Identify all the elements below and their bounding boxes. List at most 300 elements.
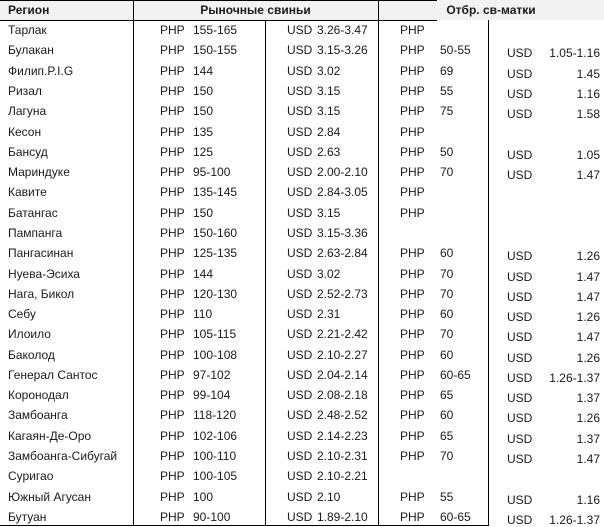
market-pigs-php-cell xyxy=(133,345,265,365)
sow-php-cell xyxy=(378,486,488,506)
table-row xyxy=(0,20,604,40)
sow-usd-value: 1.58 xyxy=(576,107,600,122)
sow-usd-cell xyxy=(488,368,604,388)
market-pigs-php-cell xyxy=(133,365,265,385)
market-pigs-usd-cell xyxy=(265,263,378,283)
table-body xyxy=(0,20,604,527)
usd-currency-label: USD xyxy=(507,370,533,385)
table-row xyxy=(0,466,604,486)
market-pigs-usd-cell xyxy=(265,507,378,527)
market-pigs-php-cell xyxy=(133,223,265,243)
sow-php-cell xyxy=(378,81,488,101)
sow-usd-value: 1.26 xyxy=(576,411,600,426)
region-name: Филип.P.I.G xyxy=(8,63,74,78)
sow-usd-value: 1.37 xyxy=(576,391,600,406)
market-pigs-php-value: 150 xyxy=(193,104,214,119)
sow-php-cell xyxy=(378,243,488,263)
market-pigs-php-value: 100-108 xyxy=(193,347,238,362)
sow-php-cell xyxy=(378,345,488,365)
sow-php-value: 70 xyxy=(440,165,454,180)
usd-currency-label: USD xyxy=(287,449,313,464)
column-divider-market-php-usd xyxy=(265,20,266,526)
market-pigs-usd-value: 2.21-2.42 xyxy=(317,327,368,342)
region-name: Батангас xyxy=(8,205,58,220)
usd-currency-label: USD xyxy=(507,147,533,162)
market-pigs-php-value: 110 xyxy=(193,307,213,322)
market-pigs-php-value: 102-106 xyxy=(193,428,238,443)
market-pigs-php-value: 118-120 xyxy=(193,408,237,423)
sow-php-cell xyxy=(378,284,488,304)
php-currency-label: PHP xyxy=(160,205,185,220)
sow-php-value: 70 xyxy=(440,266,454,281)
region-name: Замбоанга xyxy=(8,408,68,423)
sow-usd-value: 1.47 xyxy=(576,330,600,345)
region-name: Генерал Сантос xyxy=(8,367,98,382)
market-pigs-php-cell xyxy=(133,507,265,527)
market-pigs-usd-cell xyxy=(265,182,378,202)
php-currency-label: PHP xyxy=(400,307,425,322)
table-row xyxy=(0,162,604,182)
usd-currency-label: USD xyxy=(287,509,313,524)
market-pigs-usd-value: 2.04-2.14 xyxy=(317,367,368,382)
table-row xyxy=(0,142,604,162)
usd-currency-label: USD xyxy=(507,391,533,406)
sow-php-value: 55 xyxy=(440,83,454,98)
market-pigs-usd-cell xyxy=(265,223,378,243)
sow-php-value: 50-55 xyxy=(440,43,471,58)
sow-php-cell xyxy=(378,466,488,486)
sow-usd-cell xyxy=(488,489,604,509)
usd-currency-label: USD xyxy=(287,307,313,322)
table-row xyxy=(0,345,604,365)
table-row xyxy=(0,385,604,405)
market-pigs-usd-value: 2.10-2.27 xyxy=(317,347,368,362)
region-name: Баколод xyxy=(8,347,55,362)
market-pigs-usd-value: 2.84-3.05 xyxy=(317,185,368,200)
market-pigs-usd-cell xyxy=(265,61,378,81)
sow-php-cell xyxy=(378,365,488,385)
sow-php-value: 70 xyxy=(440,286,454,301)
sow-php-cell xyxy=(378,304,488,324)
market-pigs-php-cell xyxy=(133,405,265,425)
sow-usd-cell xyxy=(488,145,604,165)
market-pigs-php-value: 97-102 xyxy=(193,367,231,382)
table-row xyxy=(0,223,604,243)
market-pigs-php-cell xyxy=(133,426,265,446)
market-pigs-php-value: 125 xyxy=(193,144,214,159)
market-pigs-php-value: 155-165 xyxy=(193,23,238,38)
usd-currency-label: USD xyxy=(287,246,313,261)
php-currency-label: PHP xyxy=(160,408,185,423)
sow-php-cell xyxy=(378,223,488,243)
market-pigs-php-cell xyxy=(133,304,265,324)
php-currency-label: PHP xyxy=(400,185,425,200)
market-pigs-php-value: 150 xyxy=(193,205,214,220)
usd-currency-label: USD xyxy=(287,408,313,423)
usd-currency-label: USD xyxy=(507,512,533,527)
php-currency-label: PHP xyxy=(160,367,185,382)
market-pigs-usd-cell xyxy=(265,426,378,446)
market-pigs-usd-value: 2.10-2.21 xyxy=(317,469,368,484)
sow-php-value: 70 xyxy=(440,449,454,464)
sow-usd-cell xyxy=(488,43,604,63)
sow-php-value: 70 xyxy=(440,327,454,342)
sow-php-cell xyxy=(378,142,488,162)
php-currency-label: PHP xyxy=(160,449,185,464)
sow-php-cell xyxy=(378,203,488,223)
usd-currency-label: USD xyxy=(287,286,313,301)
market-pigs-php-value: 105-115 xyxy=(193,327,237,342)
region-name: Замбоанга-Сибугай xyxy=(8,449,118,464)
market-pigs-php-value: 95-100 xyxy=(193,165,231,180)
php-currency-label: PHP xyxy=(160,225,185,240)
market-pigs-php-value: 150-155 xyxy=(193,43,238,58)
php-currency-label: PHP xyxy=(400,165,425,180)
market-pigs-usd-value: 3.15-3.36 xyxy=(317,225,368,240)
usd-currency-label: USD xyxy=(287,347,313,362)
market-pigs-usd-value: 3.02 xyxy=(317,266,341,281)
region-name: Тарлак xyxy=(8,23,47,38)
market-pigs-php-value: 144 xyxy=(193,63,214,78)
php-currency-label: PHP xyxy=(160,347,185,362)
php-currency-label: PHP xyxy=(160,307,185,322)
usd-currency-label: USD xyxy=(287,43,313,58)
php-currency-label: PHP xyxy=(160,246,185,261)
table-row xyxy=(0,182,604,202)
table-bottom-border xyxy=(0,525,488,526)
usd-currency-label: USD xyxy=(507,310,533,325)
market-pigs-php-cell xyxy=(133,20,265,40)
table-row xyxy=(0,40,604,60)
php-currency-label: PHP xyxy=(160,165,185,180)
column-divider-sow-php-usd xyxy=(488,20,489,526)
market-pigs-php-cell xyxy=(133,486,265,506)
sow-usd-cell xyxy=(488,104,604,124)
region-name: Кагаян-Де-Оро xyxy=(8,428,92,443)
market-pigs-php-cell xyxy=(133,121,265,141)
usd-currency-label: USD xyxy=(507,168,533,183)
sow-usd-cell xyxy=(488,510,604,527)
php-currency-label: PHP xyxy=(400,286,425,301)
market-pigs-usd-cell xyxy=(265,142,378,162)
usd-currency-label: USD xyxy=(287,367,313,382)
market-pigs-php-value: 100 xyxy=(193,489,214,504)
sow-php-value: 60 xyxy=(440,307,454,322)
sow-usd-cell xyxy=(488,246,604,266)
php-currency-label: PHP xyxy=(160,83,185,98)
market-pigs-usd-cell xyxy=(265,203,378,223)
market-pigs-php-cell xyxy=(133,324,265,344)
sow-usd-value: 1.26-1.37 xyxy=(549,370,600,385)
sow-php-cell xyxy=(378,40,488,60)
region-name: Себу xyxy=(8,307,36,322)
column-divider-market-sows xyxy=(378,0,379,526)
usd-currency-label: USD xyxy=(507,330,533,345)
usd-currency-label: USD xyxy=(287,104,313,119)
region-name: Пампанга xyxy=(8,225,63,240)
market-pigs-usd-value: 2.10 xyxy=(317,489,341,504)
market-pigs-usd-cell xyxy=(265,446,378,466)
market-pigs-php-cell xyxy=(133,40,265,60)
sow-usd-cell xyxy=(488,388,604,408)
usd-currency-label: USD xyxy=(507,411,533,426)
market-pigs-usd-value: 2.10-2.31 xyxy=(317,449,368,464)
sow-usd-cell xyxy=(488,327,604,347)
sow-usd-cell xyxy=(488,469,604,489)
market-pigs-usd-value: 3.15 xyxy=(317,205,341,220)
market-pigs-php-cell xyxy=(133,142,265,162)
php-currency-label: PHP xyxy=(160,63,185,78)
usd-currency-label: USD xyxy=(287,327,313,342)
market-pigs-php-cell xyxy=(133,466,265,486)
usd-currency-label: USD xyxy=(287,144,313,159)
sow-usd-cell xyxy=(488,307,604,327)
region-name: Кавите xyxy=(8,185,47,200)
sow-php-cell xyxy=(378,61,488,81)
sow-php-cell xyxy=(378,20,488,40)
market-pigs-php-cell xyxy=(133,263,265,283)
usd-currency-label: USD xyxy=(287,428,313,443)
php-currency-label: PHP xyxy=(400,266,425,281)
market-pigs-php-cell xyxy=(133,284,265,304)
sow-php-cell xyxy=(378,121,488,141)
php-currency-label: PHP xyxy=(400,63,425,78)
sow-php-cell xyxy=(378,162,488,182)
sow-usd-cell xyxy=(488,449,604,469)
market-pigs-usd-value: 3.26-3.47 xyxy=(317,23,368,38)
header-market-pigs: Рыночные свиньи xyxy=(200,3,311,17)
region-name: Пангасинан xyxy=(8,246,74,261)
market-pigs-usd-value: 2.63-2.84 xyxy=(317,246,368,261)
sow-php-value: 60 xyxy=(440,347,454,362)
header-bottom-border xyxy=(0,20,437,21)
usd-currency-label: USD xyxy=(287,83,313,98)
sow-usd-cell xyxy=(488,266,604,286)
table-row xyxy=(0,81,604,101)
market-pigs-php-cell xyxy=(133,385,265,405)
table-row xyxy=(0,446,604,466)
php-currency-label: PHP xyxy=(160,124,185,139)
usd-currency-label: USD xyxy=(287,225,313,240)
market-pigs-php-value: 90-100 xyxy=(193,509,231,524)
php-currency-label: PHP xyxy=(400,449,425,464)
usd-currency-label: USD xyxy=(507,269,533,284)
usd-currency-label: USD xyxy=(287,165,313,180)
market-pigs-php-value: 135 xyxy=(193,124,214,139)
region-name: Лагуна xyxy=(8,104,47,119)
market-pigs-usd-cell xyxy=(265,345,378,365)
market-pigs-php-value: 120-130 xyxy=(193,286,238,301)
table-row xyxy=(0,304,604,324)
php-currency-label: PHP xyxy=(400,327,425,342)
market-pigs-usd-value: 3.15-3.26 xyxy=(317,43,368,58)
sow-usd-cell xyxy=(488,206,604,226)
php-currency-label: PHP xyxy=(160,266,185,281)
php-currency-label: PHP xyxy=(160,286,185,301)
usd-currency-label: USD xyxy=(507,107,533,122)
php-currency-label: PHP xyxy=(160,388,185,403)
market-pigs-php-cell xyxy=(133,446,265,466)
sow-usd-value: 1.47 xyxy=(576,168,600,183)
sow-php-value: 65 xyxy=(440,388,454,403)
sow-php-cell xyxy=(378,182,488,202)
region-name: Мариндуке xyxy=(8,165,70,180)
market-pigs-php-cell xyxy=(133,203,265,223)
market-pigs-usd-cell xyxy=(265,486,378,506)
region-name: Нуева-Эсиха xyxy=(8,266,80,281)
php-currency-label: PHP xyxy=(160,23,185,38)
sow-usd-value: 1.26 xyxy=(576,310,600,325)
sow-php-value: 50 xyxy=(440,144,454,159)
region-name: Коронодал xyxy=(8,388,69,403)
sow-php-value: 60-65 xyxy=(440,509,471,524)
market-pigs-usd-cell xyxy=(265,40,378,60)
sow-usd-value: 1.16 xyxy=(576,492,600,507)
table-row xyxy=(0,121,604,141)
php-currency-label: PHP xyxy=(400,205,425,220)
market-pigs-usd-cell xyxy=(265,121,378,141)
sow-usd-cell xyxy=(488,408,604,428)
sow-usd-value: 1.16 xyxy=(576,86,600,101)
sow-usd-cell xyxy=(488,429,604,449)
region-name: Бансуд xyxy=(8,144,48,159)
table-row xyxy=(0,61,604,81)
market-pigs-usd-value: 2.63 xyxy=(317,144,341,159)
sow-usd-cell xyxy=(488,185,604,205)
usd-currency-label: USD xyxy=(507,86,533,101)
php-currency-label: PHP xyxy=(400,43,425,58)
market-pigs-usd-cell xyxy=(265,243,378,263)
php-currency-label: PHP xyxy=(400,104,425,119)
php-currency-label: PHP xyxy=(160,327,185,342)
table-row xyxy=(0,324,604,344)
region-name: Кесон xyxy=(8,124,42,139)
php-currency-label: PHP xyxy=(160,428,185,443)
market-pigs-usd-value: 2.48-2.52 xyxy=(317,408,368,423)
sow-php-value: 60 xyxy=(440,408,454,423)
usd-currency-label: USD xyxy=(507,66,533,81)
usd-currency-label: USD xyxy=(287,489,313,504)
sow-usd-cell xyxy=(488,23,604,43)
usd-currency-label: USD xyxy=(287,23,313,38)
table-row xyxy=(0,263,604,283)
market-pigs-usd-cell xyxy=(265,365,378,385)
usd-currency-label: USD xyxy=(507,431,533,446)
market-pigs-php-value: 150 xyxy=(193,83,214,98)
php-currency-label: PHP xyxy=(160,144,185,159)
market-pigs-usd-value: 1.89-2.10 xyxy=(317,509,368,524)
market-pigs-usd-cell xyxy=(265,405,378,425)
market-pigs-usd-value: 2.84 xyxy=(317,124,341,139)
market-pigs-usd-cell xyxy=(265,324,378,344)
table-row xyxy=(0,426,604,446)
market-pigs-usd-cell xyxy=(265,101,378,121)
php-currency-label: PHP xyxy=(400,83,425,98)
table-row xyxy=(0,203,604,223)
market-pigs-usd-cell xyxy=(265,385,378,405)
sow-usd-value: 1.05 xyxy=(576,147,600,162)
table-header-row xyxy=(0,0,604,20)
sow-usd-value: 1.26 xyxy=(576,249,600,264)
region-name: Бутуан xyxy=(8,509,47,524)
usd-currency-label: USD xyxy=(287,124,313,139)
php-currency-label: PHP xyxy=(160,185,185,200)
sow-php-cell xyxy=(378,507,488,527)
sow-php-cell xyxy=(378,426,488,446)
region-name: Илоило xyxy=(8,327,51,342)
usd-currency-label: USD xyxy=(287,388,313,403)
market-pigs-php-cell xyxy=(133,162,265,182)
usd-currency-label: USD xyxy=(507,249,533,264)
market-pigs-php-cell xyxy=(133,101,265,121)
table-row xyxy=(0,405,604,425)
market-pigs-usd-value: 2.14-2.23 xyxy=(317,428,368,443)
php-currency-label: PHP xyxy=(160,104,185,119)
php-currency-label: PHP xyxy=(160,43,185,58)
table-row xyxy=(0,243,604,263)
sow-php-value: 60-65 xyxy=(440,367,471,382)
region-name: Суригао xyxy=(8,469,54,484)
market-pigs-php-value: 135-145 xyxy=(193,185,238,200)
market-pigs-usd-value: 2.08-2.18 xyxy=(317,388,368,403)
usd-currency-label: USD xyxy=(287,63,313,78)
php-currency-label: PHP xyxy=(400,428,425,443)
sow-usd-value: 1.47 xyxy=(576,289,600,304)
php-currency-label: PHP xyxy=(160,469,185,484)
header-culled-sows: Отбр. св-матки xyxy=(446,3,536,17)
sow-usd-cell xyxy=(488,64,604,84)
sow-php-cell xyxy=(378,446,488,466)
market-pigs-usd-value: 2.31 xyxy=(317,307,341,322)
market-pigs-usd-cell xyxy=(265,81,378,101)
region-name: Булакан xyxy=(8,43,54,58)
sow-usd-cell xyxy=(488,226,604,246)
market-pigs-usd-value: 3.15 xyxy=(317,83,341,98)
sow-usd-value: 1.26-1.37 xyxy=(549,512,600,527)
market-pigs-usd-value: 3.02 xyxy=(317,63,341,78)
php-currency-label: PHP xyxy=(400,489,425,504)
market-pigs-php-value: 100-110 xyxy=(193,449,237,464)
php-currency-label: PHP xyxy=(400,23,425,38)
php-currency-label: PHP xyxy=(400,509,425,524)
market-pigs-php-cell xyxy=(133,182,265,202)
table-row xyxy=(0,101,604,121)
table-row xyxy=(0,507,604,527)
sow-php-value: 69 xyxy=(440,63,454,78)
sow-usd-value: 1.47 xyxy=(576,269,600,284)
region-name: Южный Агусан xyxy=(8,489,91,504)
sow-usd-value: 1.05-1.16 xyxy=(549,46,600,61)
php-currency-label: PHP xyxy=(400,388,425,403)
usd-currency-label: USD xyxy=(507,350,533,365)
php-currency-label: PHP xyxy=(160,509,185,524)
table-row xyxy=(0,486,604,506)
table-row xyxy=(0,365,604,385)
market-pigs-php-value: 100-105 xyxy=(193,469,238,484)
usd-currency-label: USD xyxy=(287,185,313,200)
market-pigs-php-value: 144 xyxy=(193,266,214,281)
usd-currency-label: USD xyxy=(507,452,533,467)
php-currency-label: PHP xyxy=(400,144,425,159)
market-pigs-usd-cell xyxy=(265,162,378,182)
sow-usd-value: 1.45 xyxy=(576,66,600,81)
usd-currency-label: USD xyxy=(507,492,533,507)
sow-usd-value: 1.37 xyxy=(576,431,600,446)
sow-usd-value: 1.26 xyxy=(576,350,600,365)
usd-currency-label: USD xyxy=(507,46,533,61)
market-pigs-usd-value: 3.15 xyxy=(317,104,341,119)
php-currency-label: PHP xyxy=(400,367,425,382)
